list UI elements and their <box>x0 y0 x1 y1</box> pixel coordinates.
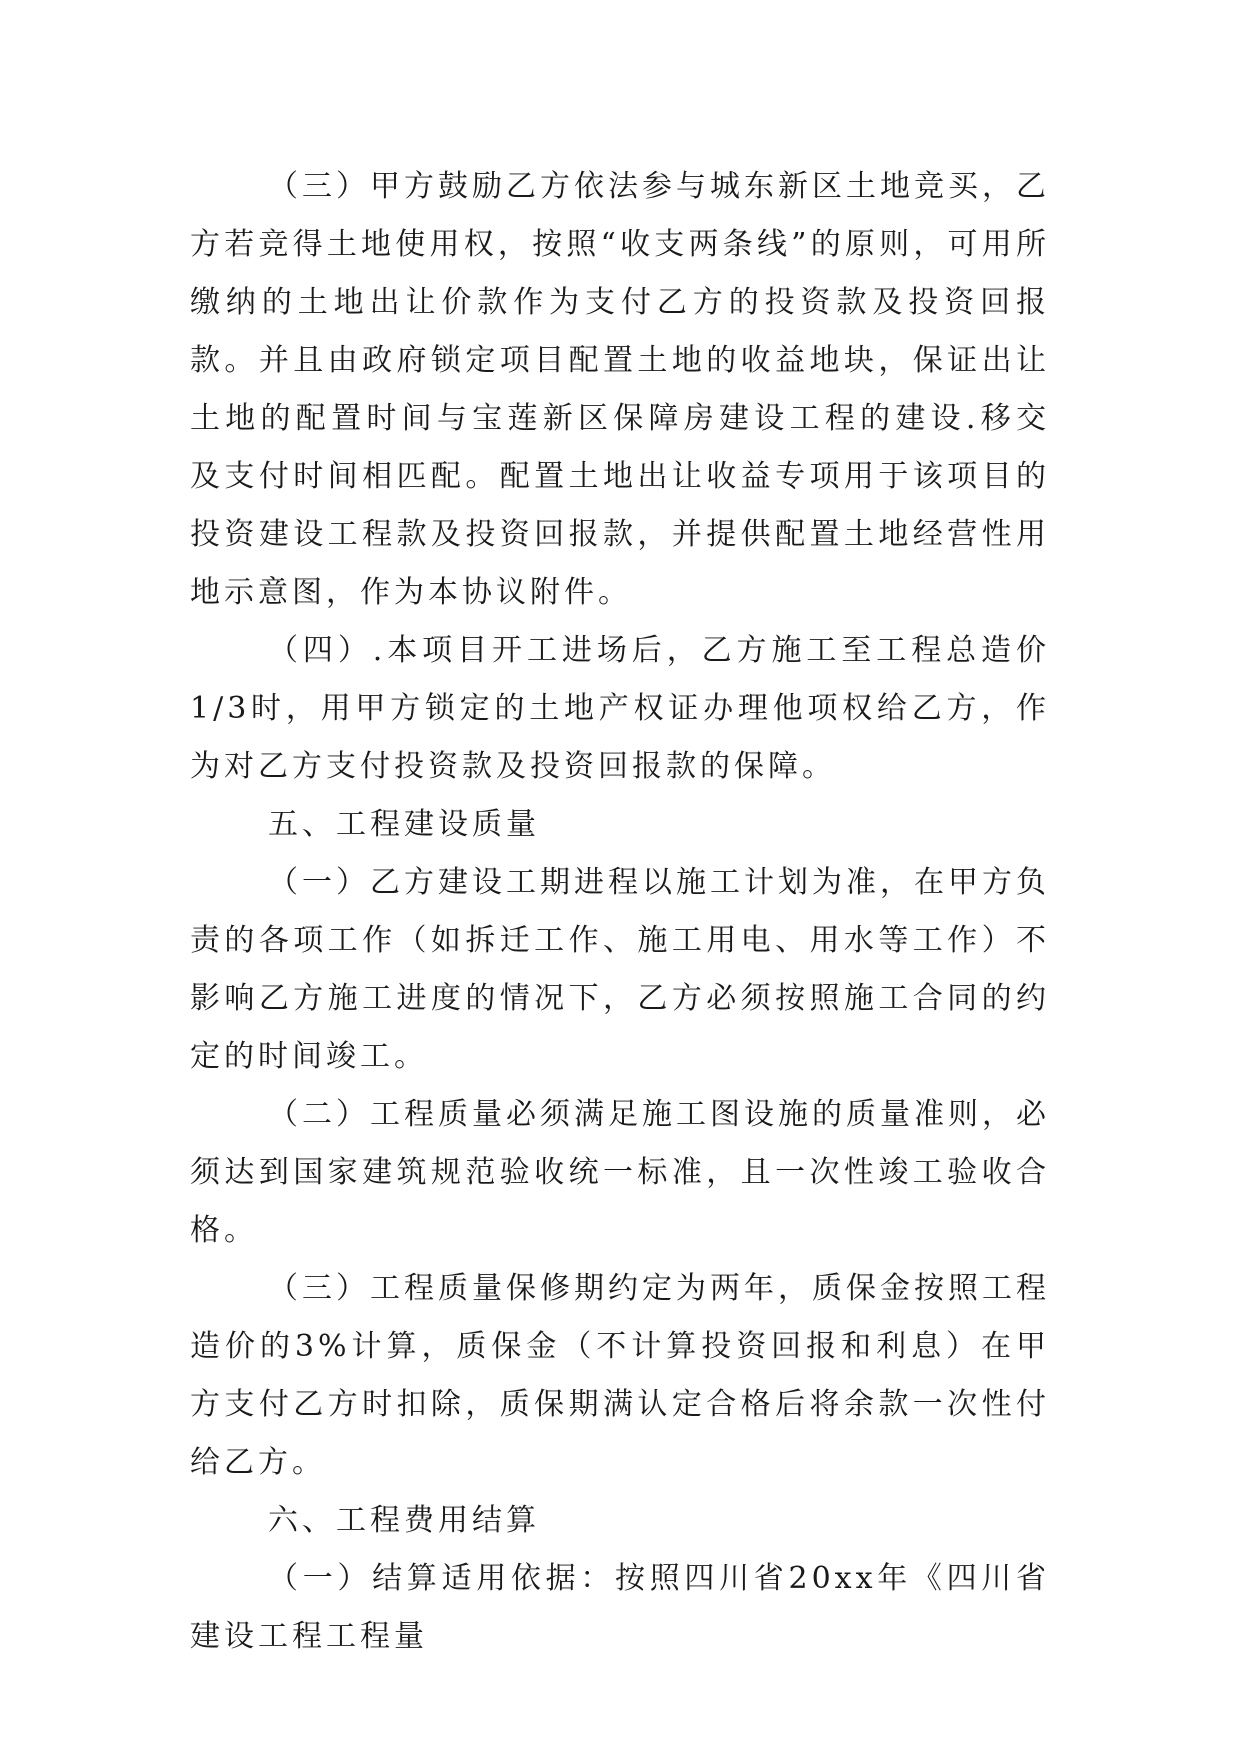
section-heading-quality: 五、工程建设质量 <box>268 807 540 842</box>
section-heading-settlement: 六、工程费用结算 <box>268 1503 540 1538</box>
paragraph-land-bidding: （三）甲方鼓励乙方依法参与城东新区土地竞买，乙方若竞得土地使用权，按照“收支两条线”的原则，可用所缴纳的土地出让价款作为支付乙方的投资款及投资回报款。并且由政府锁定项目配置土地的收益地块，保证出让土地的配置时间与宝莲新区保障房建设工程的建设.移交及支付时间相匹配。配置土地出让收益专项用于该项目的投资建设工程款及投资回报款，并提供配置土地经营性用地示意图，作为本协议附件。 <box>190 169 1050 610</box>
document-body <box>190 158 1050 1666</box>
paragraph-warranty-period: （三）工程质量保修期约定为两年，质保金按照工程造价的3%计算，质保金（不计算投资回报和利息）在甲方支付乙方时扣除，质保期满认定合格后将余款一次性付给乙方。 <box>190 1271 1050 1480</box>
paragraph-quality-standard: （二）工程质量必须满足施工图设施的质量准则，必须达到国家建筑规范验收统一标准，且一次性竣工验收合格。 <box>190 1097 1050 1248</box>
paragraph-construction-schedule: （一）乙方建设工期进程以施工计划为准，在甲方负责的各项工作（如拆迁工作、施工用电、用水等工作）不影响乙方施工进度的情况下，乙方必须按照施工合同的约定的时间竣工。 <box>190 865 1050 1074</box>
paragraph-settlement-basis: （一）结算适用依据：按照四川省20xx年《四川省建设工程工程量 <box>190 1561 1050 1654</box>
paragraph-land-certificate-guarantee: （四）.本项目开工进场后，乙方施工至工程总造价1/3时，用甲方锁定的土地产权证办理他项权给乙方，作为对乙方支付投资款及投资回报款的保障。 <box>190 633 1050 784</box>
